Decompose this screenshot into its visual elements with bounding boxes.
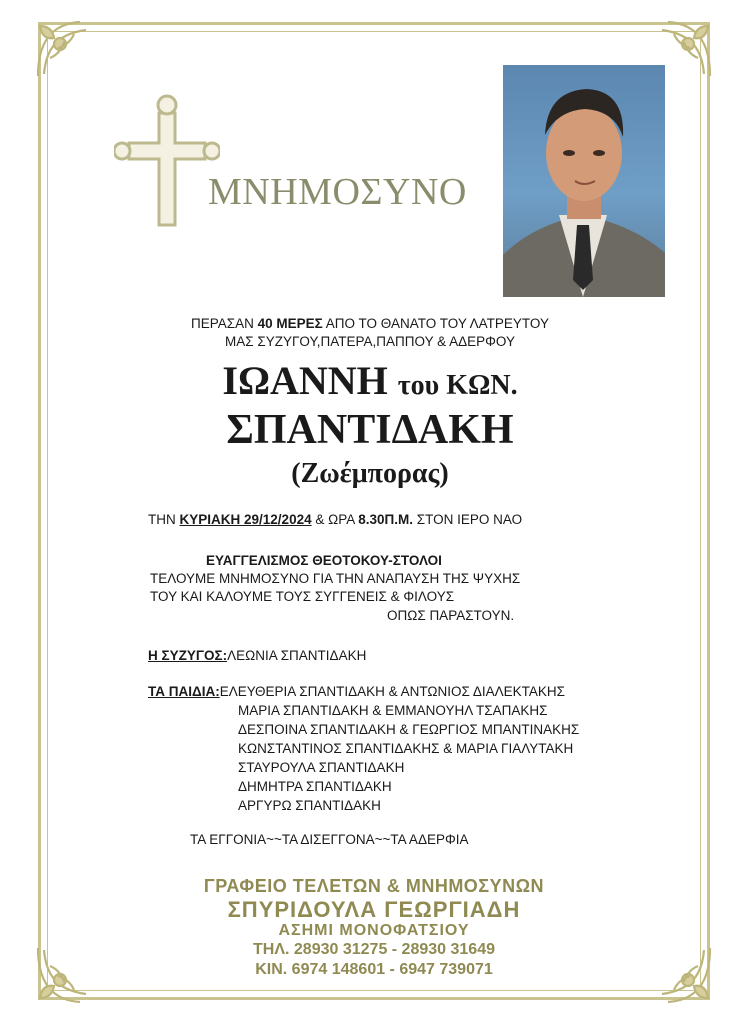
other-relatives: ΤΑ ΕΓΓΟΝΙΑ~~ΤΑ ΔΙΣΕΓΓΟΝΑ~~ΤΑ ΑΔΕΡΦΙΑ	[190, 832, 469, 847]
deceased-surname: ΣΠΑΝΤΙΔΑΚΗ	[226, 407, 514, 453]
child-entry: ΔΕΣΠΟΙΝΑ ΣΠΑΝΤΙΔΑΚΗ & ΓΕΩΡΓΙΟΣ ΜΠΑΝΤΙΝΑΚΗΣ	[238, 722, 580, 737]
service-date-line: ΤΗΝ ΚΥΡΙΑΚΗ 29/12/2024 & ΩΡΑ 8.30Π.Μ. ΣΤΟΝ ΙΕΡΟ ΝΑΟ	[148, 512, 523, 527]
corner-ornament-icon	[30, 14, 100, 84]
footer-location: ΑΣΗΜΙ ΜΟΝΟΦΑΤΣΙΟΥ	[278, 922, 470, 939]
service-text-3: ΟΠΩΣ ΠΑΡΑΣΤΟΥΝ.	[387, 608, 515, 623]
child-entry: ΔΗΜΗΤΡΑ ΣΠΑΝΤΙΔΑΚΗ	[238, 779, 392, 794]
corner-ornament-icon	[648, 940, 718, 1010]
child-entry: ΣΤΑΥΡΟΥΛΑ ΣΠΑΝΤΙΔΑΚΗ	[238, 760, 405, 775]
footer-phone: ΤΗΛ. 28930 31275 - 28930 31649	[253, 941, 495, 958]
child-entry: ΜΑΡΙΑ ΣΠΑΝΤΙΔΑΚΗ & ΕΜΜΑΝΟΥΗΛ ΤΣΑΠΑΚΗΣ	[238, 703, 548, 718]
child-entry: ΚΩΝΣΤΑΝΤΙΝΟΣ ΣΠΑΝΤΙΔΑΚΗΣ & ΜΑΡΙΑ ΓΙΑΛΥΤΑΚΗ	[238, 741, 574, 756]
footer-mobile: ΚΙΝ. 6974 148601 - 6947 739071	[255, 961, 493, 978]
deceased-name: ΙΩΑΝΝΗ του ΚΩΝ.	[222, 358, 518, 403]
footer-office-name: ΣΠΥΡΙΔΟΥΛΑ ΓΕΩΡΓΙΑΔΗ	[227, 897, 521, 922]
service-text-2: ΤΟΥ ΚΑΙ ΚΑΛΟΥΜΕ ΤΟΥΣ ΣΥΓΓΕΝΕΙΣ & ΦΙΛΟΥΣ	[150, 589, 455, 604]
page-title: ΜΝΗΜΟΣΥΝΟ	[208, 171, 467, 213]
intro-line-2: ΜΑΣ ΣΥΖΥΓΟΥ,ΠΑΤΕΡΑ,ΠΑΠΠΟΥ & ΑΔΕΡΦΟΥ	[225, 334, 515, 349]
spouse-line: Η ΣΥΖΥΓΟΣ:ΛΕΩΝΙΑ ΣΠΑΝΤΙΔΑΚΗ	[148, 648, 367, 663]
footer-office-title: ΓΡΑΦΕΙΟ ΤΕΛΕΤΩΝ & ΜΝΗΜΟΣΥΝΩΝ	[203, 876, 545, 896]
portrait-photo	[503, 65, 665, 297]
children-line: ΤΑ ΠΑΙΔΙΑ:ΕΛΕΥΘΕΡΙΑ ΣΠΑΝΤΙΔΑΚΗ & ΑΝΤΩΝΙΟΣ ΔΙΑΛΕΚΤΑΚΗΣ	[148, 684, 565, 699]
service-text-1: ΤΕΛΟΥΜΕ ΜΝΗΜΟΣΥΝΟ ΓΙΑ ΤΗΝ ΑΝΑΠΑΥΣΗ ΤΗΣ ΨΥΧΗΣ	[150, 571, 521, 586]
church-name: ΕΥΑΓΓΕΛΙΣΜΟΣ ΘΕΟΤΟΚΟΥ-ΣΤΟΛΟΙ	[206, 553, 442, 568]
orthodox-cross-icon	[114, 93, 220, 233]
deceased-nickname: (Ζωέμπορας)	[291, 458, 449, 489]
child-entry: ΑΡΓΥΡΩ ΣΠΑΝΤΙΔΑΚΗ	[238, 798, 381, 813]
intro-line-1: ΠΕΡΑΣΑΝ 40 ΜΕΡΕΣ ΑΠΟ ΤΟ ΘΑΝΑΤΟ ΤΟΥ ΛΑΤΡΕΥΤΟΥ	[190, 316, 549, 331]
